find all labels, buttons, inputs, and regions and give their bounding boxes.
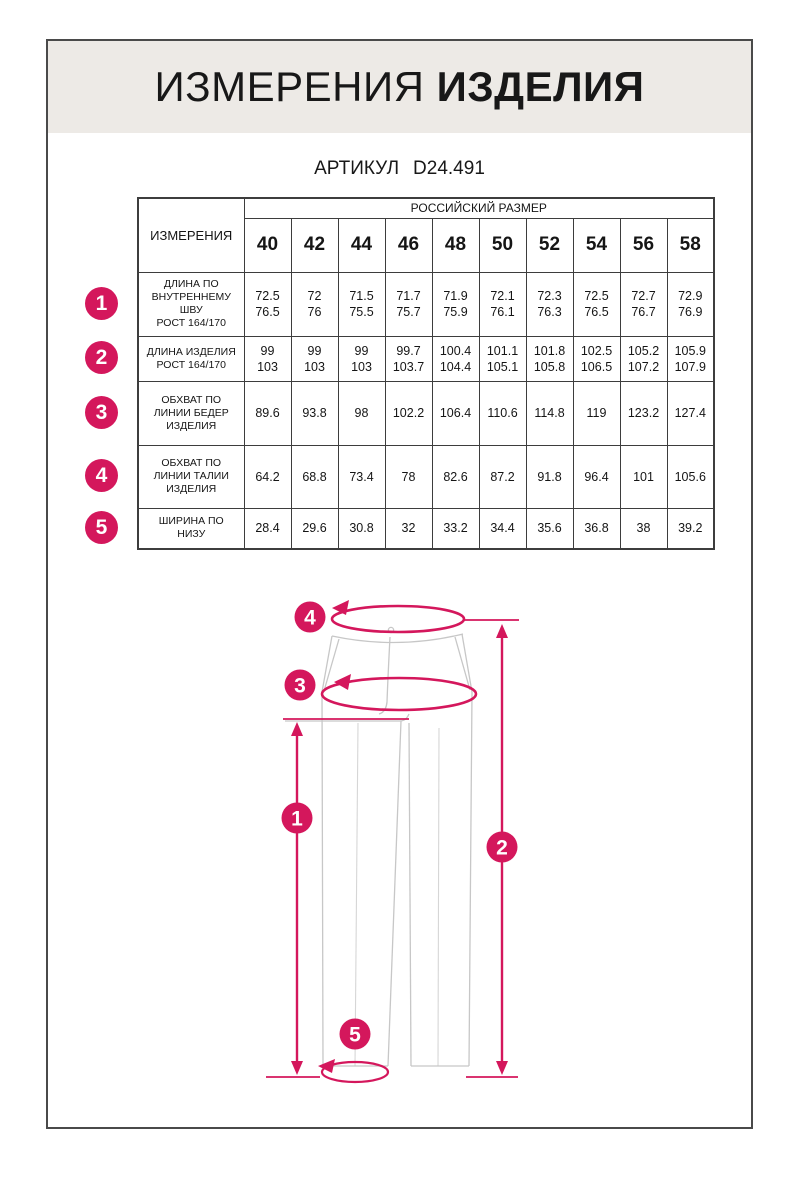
measurement-value: 100.4 104.4 bbox=[432, 336, 479, 381]
page-title-regular: ИЗМЕРЕНИЯ bbox=[154, 63, 425, 110]
measurement-value: 29.6 bbox=[291, 508, 338, 549]
measurement-value: 101 bbox=[620, 445, 667, 508]
waist-girth-ellipse bbox=[332, 606, 464, 632]
size-header: 54 bbox=[573, 218, 620, 272]
measurement-value: 72.3 76.3 bbox=[526, 272, 573, 336]
diagram-badge-4-label: 4 bbox=[304, 606, 316, 630]
measurement-value: 127.4 bbox=[667, 381, 714, 445]
measurement-value: 106.4 bbox=[432, 381, 479, 445]
size-header: 58 bbox=[667, 218, 714, 272]
size-header: 50 bbox=[479, 218, 526, 272]
table-row bbox=[138, 445, 714, 508]
inseam-arrow-up-icon bbox=[291, 722, 303, 736]
measurement-value: 105.6 bbox=[667, 445, 714, 508]
table-header-group-row bbox=[138, 198, 714, 218]
measurement-value: 72 76 bbox=[291, 272, 338, 336]
measurement-label: ОБХВАТ ПО ЛИНИИ ТАЛИИ ИЗДЕЛИЯ bbox=[138, 445, 244, 508]
measurement-value: 102.5 106.5 bbox=[573, 336, 620, 381]
measurement-value: 30.8 bbox=[338, 508, 385, 549]
measurement-value: 71.9 75.9 bbox=[432, 272, 479, 336]
diagram-badge-1-label: 1 bbox=[291, 807, 303, 831]
title-band bbox=[48, 41, 751, 133]
diagram-badges bbox=[282, 602, 518, 1050]
row-badge-1: 1 bbox=[85, 287, 118, 320]
measurement-label: ДЛИНА ИЗДЕЛИЯ РОСТ 164/170 bbox=[138, 336, 244, 381]
measurement-value: 73.4 bbox=[338, 445, 385, 508]
measurement-value: 72.5 76.5 bbox=[573, 272, 620, 336]
table-row bbox=[138, 508, 714, 549]
row-badge-5: 5 bbox=[85, 511, 118, 544]
measurement-value: 93.8 bbox=[291, 381, 338, 445]
measurement-value: 101.1 105.1 bbox=[479, 336, 526, 381]
size-header: 40 bbox=[244, 218, 291, 272]
measurement-value: 28.4 bbox=[244, 508, 291, 549]
size-header: 44 bbox=[338, 218, 385, 272]
measurement-value: 91.8 bbox=[526, 445, 573, 508]
measurement-value: 36.8 bbox=[573, 508, 620, 549]
measurement-value: 72.1 76.1 bbox=[479, 272, 526, 336]
measurement-value: 87.2 bbox=[479, 445, 526, 508]
measurement-value: 102.2 bbox=[385, 381, 432, 445]
row-badge-3: 3 bbox=[85, 396, 118, 429]
article-line bbox=[46, 158, 753, 180]
measurement-value: 105.2 107.2 bbox=[620, 336, 667, 381]
measurement-value: 123.2 bbox=[620, 381, 667, 445]
size-header: 46 bbox=[385, 218, 432, 272]
measurement-value: 98 bbox=[338, 381, 385, 445]
trousers-outline bbox=[285, 606, 472, 1066]
inseam-arrow-down-icon bbox=[291, 1061, 303, 1075]
diagram-badge-5-label: 5 bbox=[349, 1023, 361, 1047]
measurement-value: 99.7 103.7 bbox=[385, 336, 432, 381]
length-arrow-up-icon bbox=[496, 624, 508, 638]
size-header: 56 bbox=[620, 218, 667, 272]
measurement-value: 72.7 76.7 bbox=[620, 272, 667, 336]
measurement-value: 96.4 bbox=[573, 445, 620, 508]
diagram-badge-2-label: 2 bbox=[496, 836, 508, 860]
measurement-value: 72.9 76.9 bbox=[667, 272, 714, 336]
measurement-value: 105.9 107.9 bbox=[667, 336, 714, 381]
size-header: 52 bbox=[526, 218, 573, 272]
measurement-value: 99 103 bbox=[244, 336, 291, 381]
measurements-header: ИЗМЕРЕНИЯ bbox=[138, 198, 244, 272]
measurement-value: 68.8 bbox=[291, 445, 338, 508]
page-title bbox=[155, 63, 645, 111]
measurement-value: 71.7 75.7 bbox=[385, 272, 432, 336]
measurement-value: 99 103 bbox=[291, 336, 338, 381]
page-title-bold: ИЗДЕЛИЯ bbox=[436, 63, 645, 110]
measurement-value: 64.2 bbox=[244, 445, 291, 508]
article-label: АРТИКУЛ bbox=[314, 158, 400, 179]
table-row bbox=[138, 381, 714, 445]
measurement-value: 78 bbox=[385, 445, 432, 508]
measurement-value: 110.6 bbox=[479, 381, 526, 445]
measurement-value: 32 bbox=[385, 508, 432, 549]
hip-arrow-icon bbox=[334, 674, 351, 690]
row-badge-4: 4 bbox=[85, 459, 118, 492]
measurement-value: 34.4 bbox=[479, 508, 526, 549]
diagram-badge-3-label: 3 bbox=[294, 674, 306, 698]
size-header: 42 bbox=[291, 218, 338, 272]
measurement-value: 101.8 105.8 bbox=[526, 336, 573, 381]
measurement-value: 114.8 bbox=[526, 381, 573, 445]
trousers-diagram bbox=[240, 580, 560, 1110]
measurement-label: ШИРИНА ПО НИЗУ bbox=[138, 508, 244, 549]
size-group-header: РОССИЙСКИЙ РАЗМЕР bbox=[244, 198, 714, 218]
table-row bbox=[138, 336, 714, 381]
hem-arrow-icon bbox=[318, 1059, 335, 1073]
table-row bbox=[138, 272, 714, 336]
measurement-value: 72.5 76.5 bbox=[244, 272, 291, 336]
measurement-value: 82.6 bbox=[432, 445, 479, 508]
measurement-value: 35.6 bbox=[526, 508, 573, 549]
size-header: 48 bbox=[432, 218, 479, 272]
measurement-value: 119 bbox=[573, 381, 620, 445]
measurement-value: 71.5 75.5 bbox=[338, 272, 385, 336]
measurement-label: ОБХВАТ ПО ЛИНИИ БЕДЕР ИЗДЕЛИЯ bbox=[138, 381, 244, 445]
size-table bbox=[137, 197, 715, 550]
article-value: D24.491 bbox=[413, 158, 485, 179]
measurement-value: 33.2 bbox=[432, 508, 479, 549]
row-badge-2: 2 bbox=[85, 341, 118, 374]
measurement-value: 38 bbox=[620, 508, 667, 549]
measurement-label: ДЛИНА ПО ВНУТРЕННЕМУ ШВУ РОСТ 164/170 bbox=[138, 272, 244, 336]
measurement-value: 89.6 bbox=[244, 381, 291, 445]
measurement-value: 39.2 bbox=[667, 508, 714, 549]
measurement-value: 99 103 bbox=[338, 336, 385, 381]
length-arrow-down-icon bbox=[496, 1061, 508, 1075]
